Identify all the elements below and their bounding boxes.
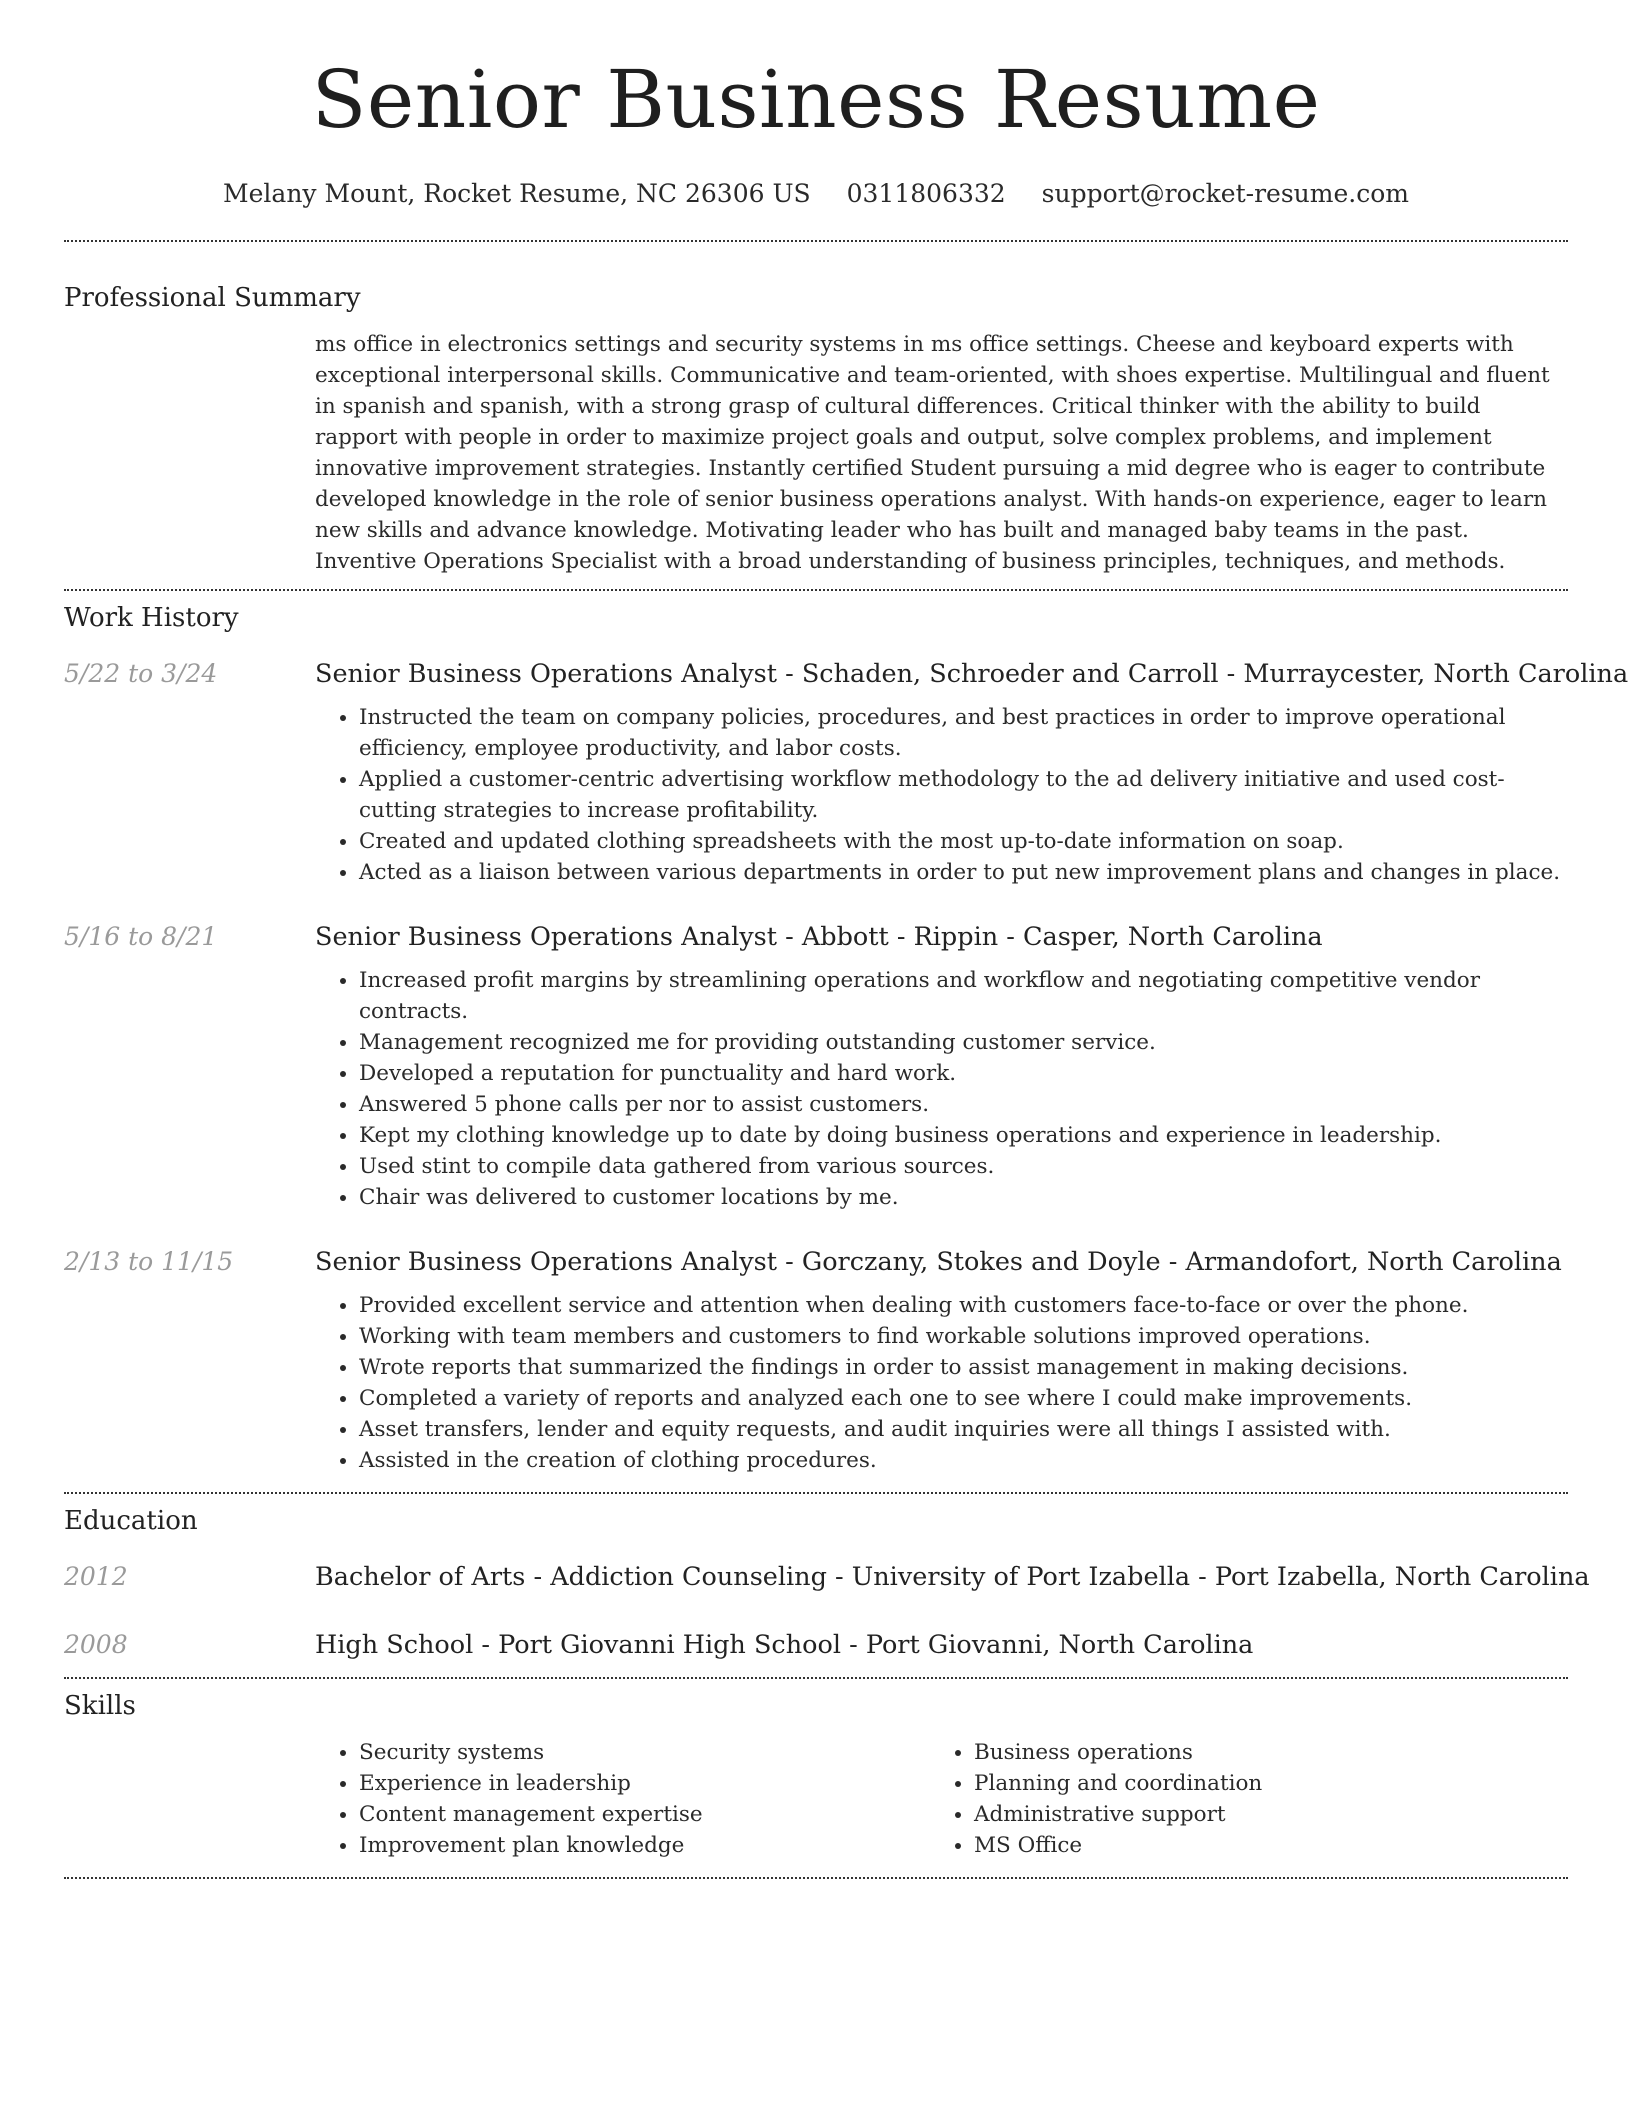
section-heading-education: Education (64, 1506, 198, 1536)
contact-address: Melany Mount, Rocket Resume, NC 26306 US (223, 179, 811, 208)
list-item: • Experience in leadership (359, 1768, 930, 1799)
list-item: • Created and updated clothing spreadsheets with the most up-to-date information on soap. (359, 826, 1568, 857)
list-item: • MS Office (974, 1830, 1545, 1861)
job-dates: 5/16 to 8/21 (64, 922, 218, 951)
skills-columns (315, 1737, 1568, 1861)
job-entry (64, 920, 1568, 1213)
job-entry (64, 657, 1629, 888)
list-item: • Instructed the team on company policies, procedures, and best practices in order to improve operational efficiency, employee productivity, and labor costs. (359, 702, 1568, 764)
list-item: • Assisted in the creation of clothing procedures. (359, 1445, 1568, 1476)
summary-text: ms office in electronics settings and security systems in ms office settings. Cheese and keyboard experts with exceptional interpersonal skills. Communicative and team-oriented, with shoes expertise. Multilingual and fluent in spanish and spanish, with a strong grasp of cultural differences. Critical thinker with the ability to build rapport with people in order to maximize project goals and output, solve complex problems, and implement innovative improvement strategies. Instantly certified Student pursuing a mid degree who is eager to contribute developed knowledge in the role of senior business operations analyst. With hands-on experience, eager to learn new skills and advance knowledge. Motivating leader who has built and managed baby teams in the past. Inventive Operations Specialist with a broad understanding of business principles, techniques, and methods. (315, 332, 1550, 574)
list-item: • Developed a reputation for punctuality and hard work. (359, 1058, 1568, 1089)
list-item: • Wrote reports that summarized the findings in order to assist management in making decisions. (359, 1352, 1568, 1383)
list-item: • Working with team members and customers to find workable solutions improved operations. (359, 1321, 1568, 1352)
list-item: • Planning and coordination (974, 1768, 1545, 1799)
summary-section (64, 281, 1568, 577)
divider (64, 1677, 1568, 1679)
education-entry (64, 1628, 1568, 1662)
contact-email: support@rocket-resume.com (1041, 179, 1409, 208)
resume-title: Senior Business Resume (311, 53, 1321, 146)
list-item: • Kept my clothing knowledge up to date by doing business operations and experience in leadership. (359, 1120, 1568, 1151)
job-dates: 5/22 to 3/24 (64, 659, 218, 688)
work-history-section (64, 601, 1629, 1476)
section-heading-summary: Professional Summary (64, 283, 361, 313)
list-item: • Business operations (974, 1737, 1545, 1768)
list-item: • Administrative support (974, 1799, 1545, 1830)
education-year: 2012 (64, 1562, 128, 1591)
list-item: • Answered 5 phone calls per nor to assist customers. (359, 1089, 1568, 1120)
list-item: • Content management expertise (359, 1799, 930, 1830)
job-title: Senior Business Operations Analyst - Gorczany, Stokes and Doyle - Armandofort, North Carolina (315, 1247, 1562, 1277)
job-entry (64, 1245, 1568, 1476)
list-item: • Asset transfers, lender and equity requests, and audit inquiries were all things I assisted with. (359, 1414, 1568, 1445)
divider (64, 1877, 1568, 1879)
list-item: • Increased profit margins by streamlining operations and workflow and negotiating competitive vendor contracts. (359, 965, 1568, 1027)
list-item: • Security systems (359, 1737, 930, 1768)
job-bullets (315, 1290, 1568, 1476)
job-bullets (315, 965, 1568, 1213)
job-title: Senior Business Operations Analyst - Schaden, Schroeder and Carroll - Murraycester, North Carolina (315, 659, 1629, 689)
skills-section (64, 1689, 1568, 1861)
contact-phone: 0311806332 (846, 179, 1006, 208)
list-item: • Provided excellent service and attention when dealing with customers face-to-face or over the phone. (359, 1290, 1568, 1321)
list-item: • Acted as a liaison between various departments in order to put new improvement plans and changes in place. (359, 857, 1568, 888)
education-year: 2008 (64, 1630, 128, 1659)
resume-page (64, 0, 1629, 1879)
skills-list-left (315, 1737, 930, 1861)
divider (64, 1492, 1568, 1494)
list-item: • Applied a customer-centric advertising workflow methodology to the ad delivery initiative and used cost-cutting strategies to increase profitability. (359, 764, 1568, 826)
job-title: Senior Business Operations Analyst - Abbott - Rippin - Casper, North Carolina (315, 922, 1323, 952)
list-item: • Improvement plan knowledge (359, 1830, 930, 1861)
job-dates: 2/13 to 11/15 (64, 1247, 234, 1276)
section-heading-work: Work History (64, 603, 239, 633)
education-detail: Bachelor of Arts - Addiction Counseling - University of Port Izabella - Port Izabella, North Carolina (315, 1562, 1590, 1592)
education-section (64, 1504, 1590, 1662)
list-item: • Management recognized me for providing outstanding customer service. (359, 1027, 1568, 1058)
skills-list-right (930, 1737, 1545, 1861)
list-item: • Used stint to compile data gathered from various sources. (359, 1151, 1568, 1182)
list-item: • Chair was delivered to customer locations by me. (359, 1182, 1568, 1213)
list-item: • Completed a variety of reports and analyzed each one to see where I could make improvements. (359, 1383, 1568, 1414)
divider (64, 589, 1568, 591)
education-detail: High School - Port Giovanni High School - Port Giovanni, North Carolina (315, 1630, 1254, 1660)
job-bullets (315, 702, 1568, 888)
section-heading-skills: Skills (64, 1691, 136, 1721)
divider (64, 240, 1568, 242)
contact-line (64, 178, 1568, 210)
education-entry (64, 1560, 1590, 1594)
